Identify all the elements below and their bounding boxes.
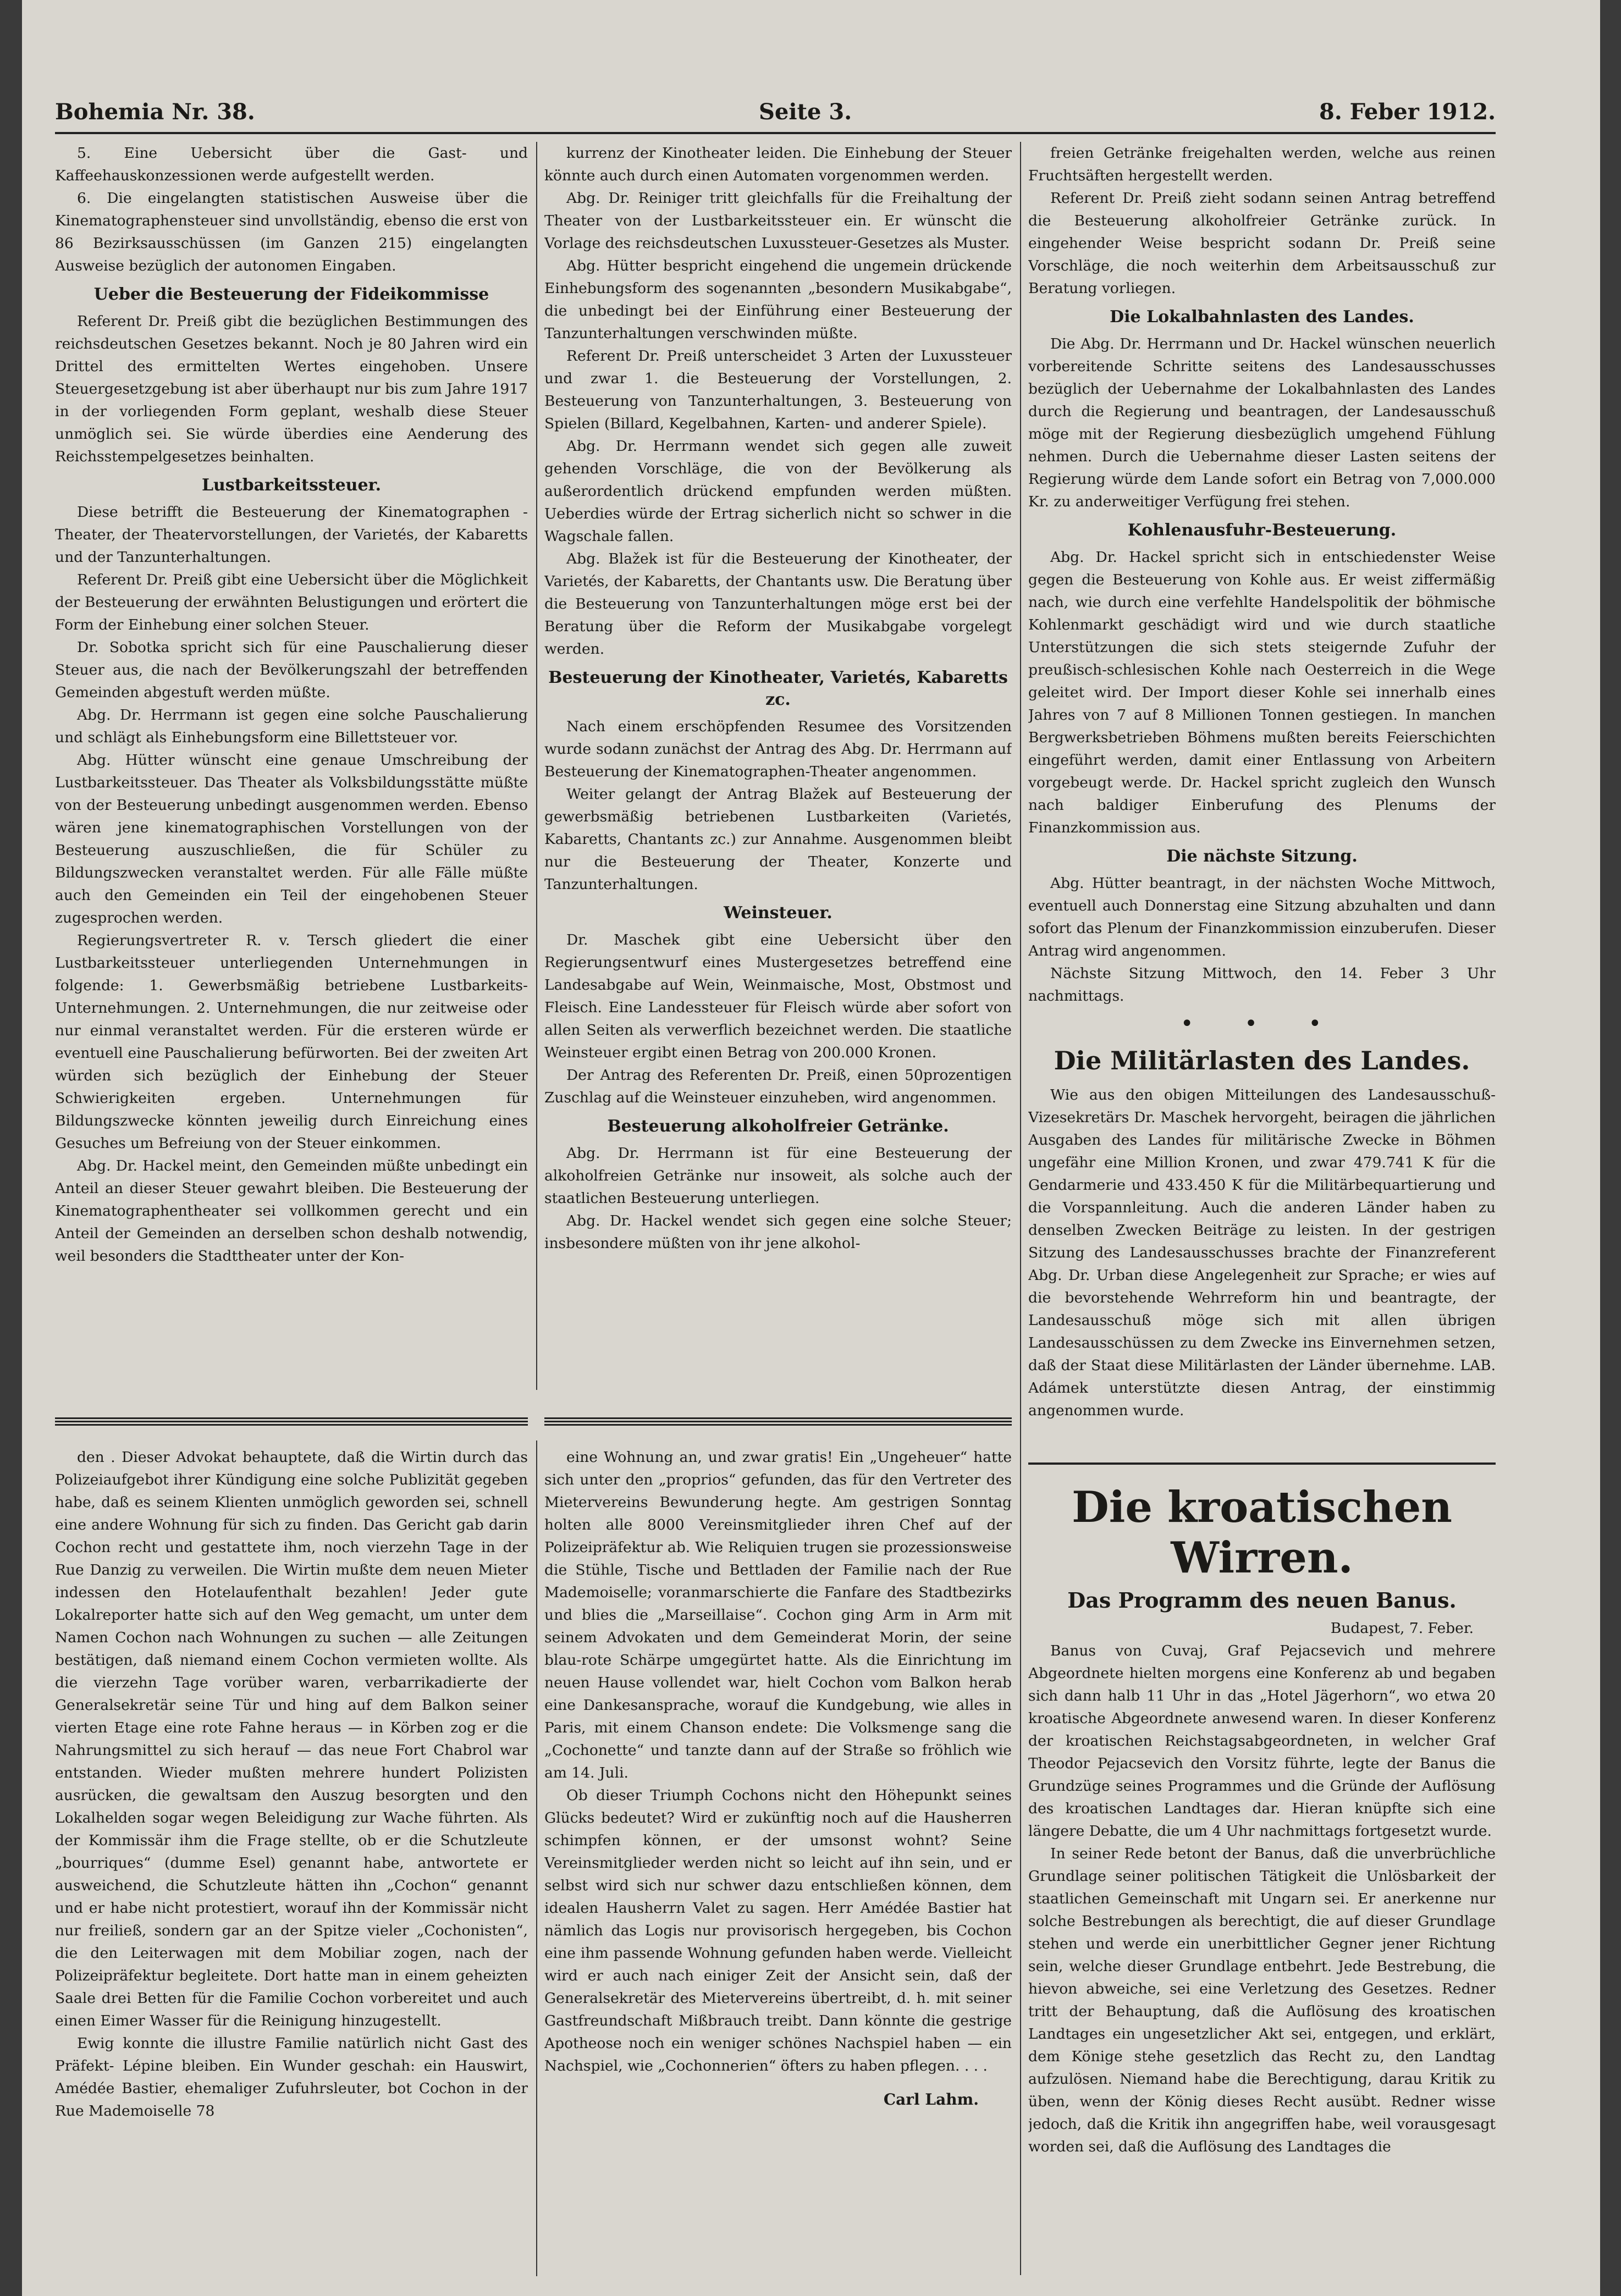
dateline: Budapest, 7. Feber. bbox=[1330, 1620, 1474, 1637]
feuilleton-separator bbox=[544, 1417, 1012, 1426]
paragraph: Die Abg. Dr. Herrmann und Dr. Hackel wünschen neuerlich vorbereitende Schritte seitens des Landesausschusses bezüglich der Uebernahme der Lokalbahnlasten des Landes durch die Regierung und beantragen, der Landesausschuß möge mit der Regierung diesbezüglich umgehend Fühlung nehmen. Durch die Uebernahme dieser Lasten seitens der Regierung würde dem Lande sofort ein Betrag von 7,000.000 Kr. zu anderweitiger Verfügung frei stehen. bbox=[1028, 335, 1496, 510]
paragraph: Ewig konnte die illustre Familie natürlich nicht Gast des Präfekt- Lépine bleiben. Ein Wunder geschah: ein Hauswirt, Amédée Bastier, ehemaliger Zufuhrsleuter, bot Cochon in der Rue Mademoiselle 78 bbox=[55, 2035, 528, 2120]
paragraph: Referent Dr. Preiß gibt die bezüglichen Bestimmungen des reichsdeutschen Gesetzes bekannt. Noch je 80 Jahren wird ein Drittel des ermittelten Wertes eingehoben. Unsere Steuergesetzgebung ist aber überhaupt nur bis zum Jahre 1917 in der vorliegenden Form geplant, weshalb diese Steuer unmöglich sei. Sie würde überdies eine Aenderung des Reichsstempelgesetzes beinhalten. bbox=[55, 313, 528, 465]
paragraph: Dr. Maschek gibt eine Uebersicht über den Regierungsentwurf eines Mustergesetzes betreffend eine Landesabgabe auf Wein, Weinmaische, Most, Obstmost und Fleisch. Eine Landessteuer für Fleisch würde aber sofort von allen Seiten als verwerflich bezeichnet werden. Die staatliche Weinsteuer ergibt einen Betrag von 200.000 Kronen. bbox=[544, 931, 1012, 1061]
column-divider bbox=[1020, 142, 1021, 2275]
page-header bbox=[55, 82, 1496, 132]
feuilleton-separator bbox=[55, 1417, 528, 1426]
article-headline: Die Militärlasten des Landes. bbox=[1054, 1046, 1470, 1075]
section-heading: Besteuerung alkoholfreier Getränke. bbox=[607, 1117, 949, 1136]
paragraph: Weiter gelangt der Antrag Blažek auf Besteuerung der gewerbsmäßig betriebenen Lustbarkeiten (Varietés, Kabaretts, Chantants zc.) zur Annahme. Ausgenommen bleibt nur die Besteuerung der Theater, Konzerte und Tanzunterhaltungen. bbox=[544, 786, 1012, 893]
paragraph: Diese betrifft die Besteuerung der Kinematographen - Theater, der Theatervorstellungen, der Varietés, der Kabaretts und der Tanzunterhaltungen. bbox=[55, 504, 528, 566]
section-heading: Weinsteuer. bbox=[724, 903, 832, 923]
newspaper-page bbox=[22, 0, 1600, 2296]
paragraph: Banus von Cuvaj, Graf Pejacsevich und mehrere Abgeordnete hielten morgens eine Konferenz ab und begaben sich dann halb 11 Uhr in das „Hotel Jägerhorn“, wo etwa 20 kroatische Abgeordnete anwesend waren. In dieser Konferenz der kroatischen Reichstagsabgeordneten, in welcher Graf Theodor Pejacsevich den Vorsitz führte, legte der Banus die Grundzüge seines Programmes und die Gründe der Auflösung des kroatischen Landtages dar. Hieran knüpfte sich eine längere Debatte, die um 4 Uhr nachmittags fortgesetzt wurde. bbox=[1028, 1642, 1496, 1840]
column-1 bbox=[55, 142, 528, 1379]
column-2 bbox=[544, 142, 1012, 1390]
paragraph: Wie aus den obigen Mitteilungen des Landesausschuß-Vizesekretärs Dr. Maschek hervorgeht, beiragen die jährlichen Ausgaben des Landes für militärische Zwecke in Böhmen ungefähr eine Million Kronen, und zwar 479.741 K für die Gendarmerie und 433.450 K für die Militärbequartierung und die Vorspannleitung. Auch die anderen Länder haben zu denselben Zwecken Beiträge zu leisten. In der gestrigen Sitzung des Landesausschusses brachte der Finanzreferent Abg. Dr. Urban diese Angelegenheit zur Sprache; er wies auf die bevorstehende Wehrreform hin und beantragte, der Landesausschuß möge sich mit allen übrigen Landesausschüssen zu dem Zwecke ins Einvernehmen setzen, daß der Staat diese Militärlasten der Länder übernehme. LAB. Adámek unterstützte diesen Antrag, der einstimmig angenommen wurde. bbox=[1028, 1086, 1496, 1419]
paragraph: Ob dieser Triumph Cochons nicht den Höhepunkt seines Glücks bedeutet? Wird er zukünftig noch auf die Hausherren schimpfen können, er der umsonst wohnt? Seine Vereinsmitglieder werden nicht so leicht auf ihn sein, und er selbst wird sich nur schwer dazu entschließen können, dem idealen Hausherrn Valet zu sagen. Herr Amédée Bastier hat nämlich das Logis nur provisorisch hergegeben, bis Cochon eine ihm passende Wohnung gefunden haben werde. Vielleicht wird er auch nach einiger Zeit der Ansicht sein, daß der Generalsekretär des Mietervereins übertreibt, d. h. mit seiner Gastfreundschaft Mißbrauch treibt. Dann könnte die gestrige Apotheose noch ein weniger schönes Nachspiel haben — ein Nachspiel, wie „Cochonnerien“ öfters zu haben pflegen. . . . bbox=[544, 1787, 1012, 2074]
paragraph: Abg. Dr. Herrmann ist für eine Besteuerung der alkoholfreien Getränke nur insoweit, als solche auch der staatlichen Besteuerung unterliegen. bbox=[544, 1145, 1012, 1207]
section-heading: Die Lokalbahnlasten des Landes. bbox=[1110, 307, 1414, 327]
author-signature: Carl Lahm. bbox=[883, 2090, 979, 2109]
issue-date: 8. Feber 1912. bbox=[1319, 99, 1496, 125]
column-4 bbox=[55, 1446, 528, 2271]
masthead-issue: Bohemia Nr. 38. bbox=[55, 99, 255, 125]
main-headline: Die kroatischen Wirren. bbox=[1072, 1482, 1452, 1583]
paragraph: In seiner Rede betont der Banus, daß die unverbrüchliche Grundlage seiner politischen Tätigkeit die Unlösbarkeit der staatlichen Gemeinschaft mit Ungarn sei. Er anerkenne nur solche Bestrebungen als berechtigt, die auf dieser Grundlage stehen und werde ein unerbittlicher Gegner jener Richtung sein, welche dieser Grundlage entbehrt. Jede Bestrebung, die hievon abweiche, sei eine Verletzung des Gesetzes. Redner tritt der Behauptung, daß die Auflösung des kroatischen Landtages ein ungesetzlicher Akt sei, entgegen, und erklärt, dem Könige stehe gesetzlich das Recht zu, den Landtag aufzulösen. Niemand habe die Berechtigung, darau Kritik zu üben, wenn der König dieses Recht ausübt. Redner wisse jedoch, daß die Kritik ihn angegriffen habe, weil vorausgesagt worden sei, daß die Auflösung des Landtages die bbox=[1028, 1845, 1496, 2155]
paragraph: Abg. Hütter beantragt, in der nächsten Woche Mittwoch, eventuell auch Donnerstag eine Sitzung abzuhalten und dann sofort das Plenum der Finanzkommission einzuberufen. Dieser Antrag wird angenommen. bbox=[1028, 875, 1496, 959]
paragraph: 6. Die eingelangten statistischen Ausweise über die Kinematographensteuer sind unvollständig, ebenso die erst von 86 Bezirksausschüssen (im Ganzen 215) eingelangten Ausweise bezüglich der autonomen Eingaben. bbox=[55, 190, 528, 274]
paragraph: Nach einem erschöpfenden Resumee des Vorsitzenden wurde sodann zunächst der Antrag des Abg. Dr. Herrmann auf Besteuerung der Kinematographen-Theater angenommen. bbox=[544, 718, 1012, 780]
section-heading: Ueber die Besteuerung der Fideikommisse bbox=[93, 285, 489, 304]
paragraph: Nächste Sitzung Mittwoch, den 14. Feber 3 Uhr nachmittags. bbox=[1028, 965, 1496, 1004]
paragraph: den . Dieser Advokat behauptete, daß die Wirtin durch das Polizeiaufgebot ihrer Kündigung eine solche Publizität gegeben habe, daß es seinem Klienten unmöglich geworden sei, schnell eine andere Wohnung für sich zu finden. Das Gericht gab darin Cochon recht und gestattete ihm, noch vierzehn Tage in der Rue Danzig zu verweilen. Die Wirtin mußte dem neuen Mieter indessen den Hotelaufenthalt bezahlen! Jeder gute Lokalreporter hatte sich auf den Weg gemacht, um unter dem Namen Cochon nach Wohnungen zu suchen — alle Zeitungen bestätigen, daß niemand einem Cochon vermieten wollte. Als die vierzehn Tage vorüber waren, verbarrikadierte der Generalsekretär seine Tür und hing auf dem Balkon seiner vierten Etage eine rote Fahne heraus — in Körben zog er die Nahrungsmittel zu sich herauf — das neue Fort Chabrol war entstanden. Wieder mußten mehrere hundert Polizisten ausrücken, die gewaltsam den Auszug besorgten und den Lokalhelden sogar wegen Beleidigung zur Wache führten. Als der Kommissär ihm die Frage stellte, ob er die Schutzleute „bourriques“ (dumme Esel) genannt habe, antwortete er ausweichend, die Schutzleute hätten ihn „Cochon“ genannt und er habe nicht protestiert, worauf ihn der Kommissär nicht nur freiließ, sondern gar an der Spitze vieler „Cochonisten“, die den Leiterwagen mit dem Mobiliar zogen, nach der Polizeipräfektur begleitete. Dort hatte man in einem geheizten Saale drei Betten für die Familie Cochon vorbereitet und auch einen Eimer Wasser für die Reinigung hinzugestellt. bbox=[55, 1449, 528, 2029]
column-3 bbox=[1028, 142, 1496, 1456]
paragraph: Regierungsvertreter R. v. Tersch gliedert die einer Lustbarkeitssteuer unterliegenden Unternehmungen in folgende: 1. Gewerbsmäßig betriebene Lustbarkeits-Unternehmungen. 2. Unternehmungen, die nur zeitweise oder nur einmal veranstaltet werden. Für die ersteren würde er eventuell eine Pauschalierung befürworten. Bei der zweiten Art würden sich bezüglich der Einhebung der Steuer Schwierigkeiten ergeben. Unternehmungen für Bildungszwecke könnten jeweilig durch Einreichung eines Gesuches um Befreiung von der Steuer einkommen. bbox=[55, 932, 528, 1152]
paragraph: Abg. Blažek ist für die Besteuerung der Kinotheater, der Varietés, der Kabaretts, der Chantants usw. Die Beratung über die Besteuerung von Tanzunterhaltungen möge erst bei der Beratung über die Reform der Musikabgabe vorgelegt werden. bbox=[544, 550, 1012, 658]
section-heading: Die nächste Sitzung. bbox=[1166, 847, 1358, 866]
section-heading: Kohlenausfuhr-Besteuerung. bbox=[1127, 521, 1397, 540]
paragraph: Der Antrag des Referenten Dr. Preiß, einen 50prozentigen Zuschlag auf die Weinsteuer einzuheben, wird angenommen. bbox=[544, 1067, 1012, 1106]
section-heading: Besteuerung der Kinotheater, Varietés, Kabaretts zc. bbox=[548, 668, 1008, 709]
section-rule bbox=[1028, 1462, 1496, 1465]
paragraph: Dr. Sobotka spricht sich für eine Pauschalierung dieser Steuer aus, die nach der Bevölkerungszahl der betreffenden Gemeinden abgestuft werden müßte. bbox=[55, 639, 528, 701]
subheadline: Das Programm des neuen Banus. bbox=[1067, 1588, 1457, 1613]
paragraph: Referent Dr. Preiß zieht sodann seinen Antrag betreffend die Besteuerung alkoholfreier Getränke zurück. In eingehender Weise bespricht sodann Dr. Preiß seine Vorschläge, die noch weiterhin dem Arbeitsausschuß zur Beratung vorliegen. bbox=[1028, 190, 1496, 297]
paragraph: kurrenz der Kinotheater leiden. Die Einhebung der Steuer könnte auch durch einen Automaten vorgenommen werden. bbox=[544, 145, 1012, 184]
paragraph: Abg. Hütter bespricht eingehend die ungemein drückende Einhebungsform des sogenannten „besondern Musikabgabe“, die unbedingt bei der Einführung einer Besteuerung der Tanzunterhaltungen verschwinden müßte. bbox=[544, 257, 1012, 342]
column-5 bbox=[544, 1446, 1012, 2271]
paragraph: Abg. Dr. Hackel wendet sich gegen eine solche Steuer; insbesondere müßten von ihr jene alkohol- bbox=[544, 1212, 1012, 1252]
paragraph: 5. Eine Uebersicht über die Gast- und Kaffeehauskonzessionen werde aufgestellt werden. bbox=[55, 145, 528, 184]
paragraph: eine Wohnung an, und zwar gratis! Ein „Ungeheuer“ hatte sich unter den „proprios“ gefunden, das für den Vertreter des Mietervereins Bewunderung hegte. Am gestrigen Sonntag holten alle 8000 Vereinsmitglieder ihren Chef auf der Polizeipräfektur ab. Wie Reliquien trugen sie prozessionsweise die Stühle, Tische und Bettladen der Familie nach der Rue Mademoiselle; voranmarschierte die Fanfare des Stadtbezirks und blies die „Marseillaise“. Cochon ging Arm in Arm mit seinem Advokaten und dem Gemeinderat Morin, der seine blau-rote Schärpe umgegürtet hatte. Als die Einrichtung im neuen Hause vollendet war, hielt Cochon vom Balkon herab eine Dankesansprache, worauf die Kundgebung, wie alles in Paris, mit einem Chanson endete: Die Volksmenge sang die „Cochonette“ und tanzte dann auf der Straße so fröhlich wie am 14. Juli. bbox=[544, 1449, 1012, 1781]
paragraph: Referent Dr. Preiß unterscheidet 3 Arten der Luxussteuer und zwar 1. die Besteuerung der Vorstellungen, 2. Besteuerung von Tanzunterhaltungen, 3. Besteuerung von Spielen (Billard, Kegelbahnen, Karten- und anderer Spiele). bbox=[544, 347, 1012, 432]
paragraph: freien Getränke freigehalten werden, welche aus reinen Fruchtsäften hergestellt werden. bbox=[1028, 145, 1496, 184]
paragraph: Abg. Hütter wünscht eine genaue Umschreibung der Lustbarkeitssteuer. Das Theater als Volksbildungsstätte müßte von der Besteuerung unbedingt ausgenommen werden. Ebenso wären jene kinematographischen Vorstellungen von der Besteuerung auszuschließen, die für Schüler zu Bildungszwecken veranstaltet werden. Für alle Fälle müßte auch den Gemeinden ein Teil der eingehobenen Steuer zugesprochen werden. bbox=[55, 752, 528, 926]
page-number: Seite 3. bbox=[759, 99, 852, 125]
paragraph: Abg. Dr. Herrmann wendet sich gegen alle zuweit gehenden Vorschläge, die von der Bevölkerung als außerordentlich drückend empfunden werden müßten. Ueberdies würde der Ertrag sicherlich nicht so schwer in die Wagschale fallen. bbox=[544, 438, 1012, 545]
paragraph: Abg. Dr. Hackel meint, den Gemeinden müßte unbedingt ein Anteil an dieser Steuer gewahrt bleiben. Die Besteuerung der Kinematographentheater sei vollkommen gerecht und ein Anteil der Gemeinden an derselben schon deshalb notwendig, weil besonders die Stadttheater unter der Kon- bbox=[55, 1157, 528, 1265]
paragraph: Abg. Dr. Hackel spricht sich in entschiedenster Weise gegen die Besteuerung von Kohle aus. Er weist ziffermäßig nach, wie durch eine verfehlte Handelspolitik der böhmische Kohlenmarkt geschädigt wird und wie durch staatliche Unterstützungen die sich stets steigernde Zufuhr der preußisch-schlesischen Kohle nach Oesterreich in die Wege geleitet wird. Der Import dieser Kohle sei innerhalb eines Jahres von 7 auf 8 Millionen Tonnen gestiegen. In manchen Bergwerksbetrieben Böhmens mußten bereits Feierschichten eingeführt werden, damit einer Entlassung von Arbeitern vorgebeugt werde. Dr. Hackel spricht zugleich den Wunsch nach baldiger Einberufung des Plenums der Finanzkommission aus. bbox=[1028, 549, 1496, 836]
paragraph: Abg. Dr. Herrmann ist gegen eine solche Pauschalierung und schlägt als Einhebungsform eine Billettsteuer vor. bbox=[55, 707, 528, 746]
section-heading: Lustbarkeitssteuer. bbox=[201, 476, 382, 495]
header-rule bbox=[55, 132, 1496, 134]
column-divider bbox=[536, 1440, 537, 2276]
paragraph: Abg. Dr. Reiniger tritt gleichfalls für die Freihaltung der Theater von der Lustbarkeitssteuer ein. Er wünscht die Vorlage des reichsdeutschen Luxussteuer-Gesetzes als Muster. bbox=[544, 190, 1012, 252]
paragraph: Referent Dr. Preiß gibt eine Uebersicht über die Möglichkeit der Besteuerung der erwähnten Belustigungen und erörtert die Form der Einhebung einer solchen Steuer. bbox=[55, 571, 528, 633]
column-6 bbox=[1028, 1479, 1496, 2282]
separator-dots: • • • bbox=[1180, 1011, 1344, 1036]
column-divider bbox=[536, 142, 537, 1390]
